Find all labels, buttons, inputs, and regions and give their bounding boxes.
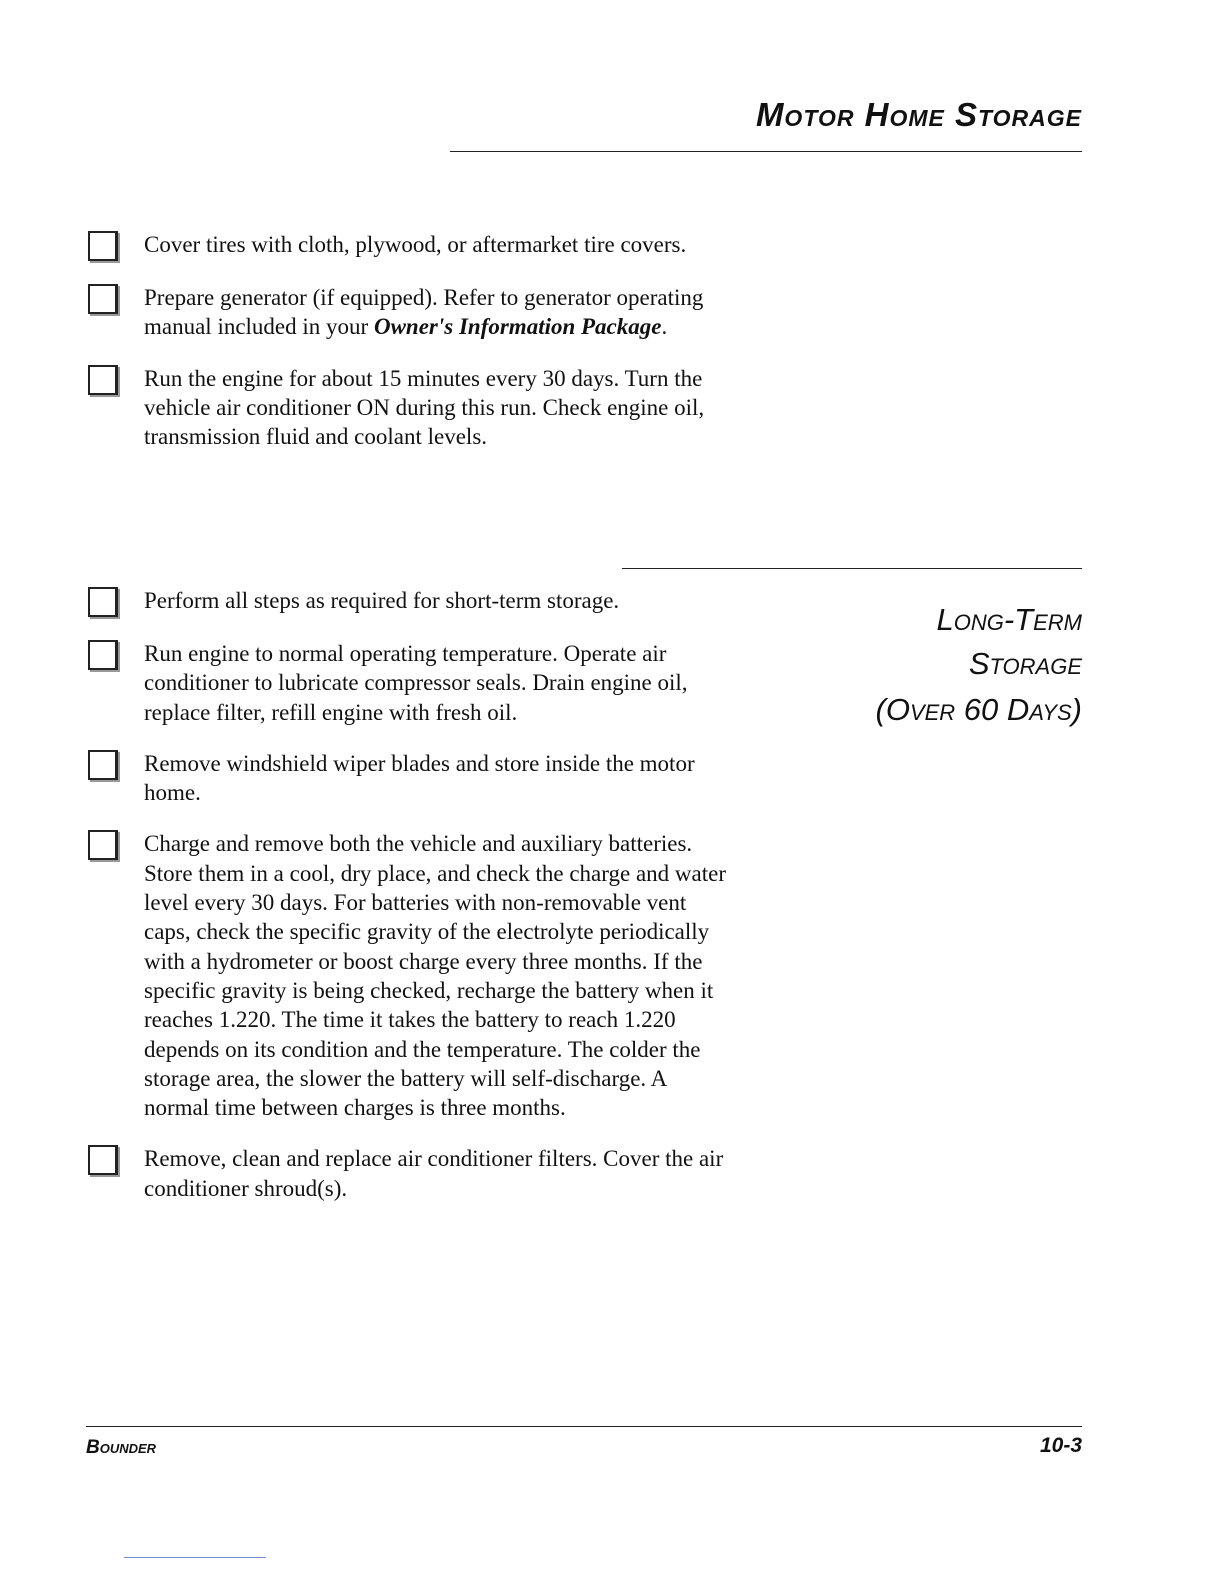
owners-package-reference: Owner's Information Package xyxy=(373,314,662,340)
checklist-item-text: Remove, clean and replace air conditioner filters. Cover the air conditioner shroud(s). xyxy=(144,1146,724,1201)
heading-line: Storage xyxy=(968,646,1082,681)
checklist-item xyxy=(88,283,728,342)
checklist-item xyxy=(88,829,728,1122)
checkbox[interactable] xyxy=(88,640,118,670)
checklist-item-text-part: . xyxy=(661,314,668,340)
checklist-item-text xyxy=(144,283,728,342)
scan-mark-line xyxy=(124,1557,266,1558)
checkbox[interactable] xyxy=(88,587,118,617)
checklist-item xyxy=(88,230,728,261)
checklist-item xyxy=(88,364,728,452)
checklist-item-text: Run engine to normal operating temperature. Operate air conditioner to lubricate compressor seals. Drain engine oil, replace filter, refill engine with fresh oil. xyxy=(144,641,688,725)
checklist-item-text: Run the engine for about 15 minutes every 30 days. Turn the vehicle air conditioner ON during this run. Check engine oil, transmission fluid and coolant levels. xyxy=(144,365,705,450)
checklist-item xyxy=(88,586,728,617)
checkbox[interactable] xyxy=(88,1145,118,1175)
long-term-storage-heading xyxy=(876,598,1082,732)
checklist-item-text: Cover tires with cloth, plywood, or aftermarket tire covers. xyxy=(144,232,687,257)
checklist-item-text-part: Prepare generator (if equipped). Refer to generator operating manual included in your xyxy=(144,285,704,340)
page-number: 10-3 xyxy=(1039,1434,1082,1457)
checklist-item xyxy=(88,639,728,727)
footer-brand: Bounder xyxy=(86,1437,157,1458)
checkbox[interactable] xyxy=(88,284,118,314)
section-divider xyxy=(622,568,1082,569)
heading-subtitle: (Over 60 Days) xyxy=(875,692,1082,727)
header-divider xyxy=(450,151,1082,152)
checkbox[interactable] xyxy=(88,750,118,780)
checklist-item-text: Perform all steps as required for short-term storage. xyxy=(144,588,620,613)
checkbox[interactable] xyxy=(88,231,118,261)
footer-divider xyxy=(86,1426,1082,1427)
checklist-item xyxy=(88,1144,728,1203)
checkbox[interactable] xyxy=(88,365,118,395)
checkbox[interactable] xyxy=(88,830,118,860)
checklist-item-text: Remove windshield wiper blades and store inside the motor home. xyxy=(144,750,695,806)
long-term-checklist xyxy=(88,586,728,1225)
page-title: Motor Home Storage xyxy=(755,96,1082,133)
short-term-checklist xyxy=(88,230,728,473)
checklist-item-text: Charge and remove both the vehicle and auxiliary batteries. Store them in a cool, dry place, and check the charge and water level every 30 days. For batteries with non-removable vent caps, check the specific gravity of the electrolyte periodically with a hydrometer or boost charge every three months. If the specific gravity is being checked, recharge the battery when it reaches 1.220. The time it takes the battery to reach 1.220 depends on its condition and the temperature. The colder the storage area, the slower the battery will self-discharge. A normal time between charges is three months. xyxy=(144,831,726,1121)
checklist-item xyxy=(88,749,728,808)
heading-line: Long-Term xyxy=(936,602,1082,637)
